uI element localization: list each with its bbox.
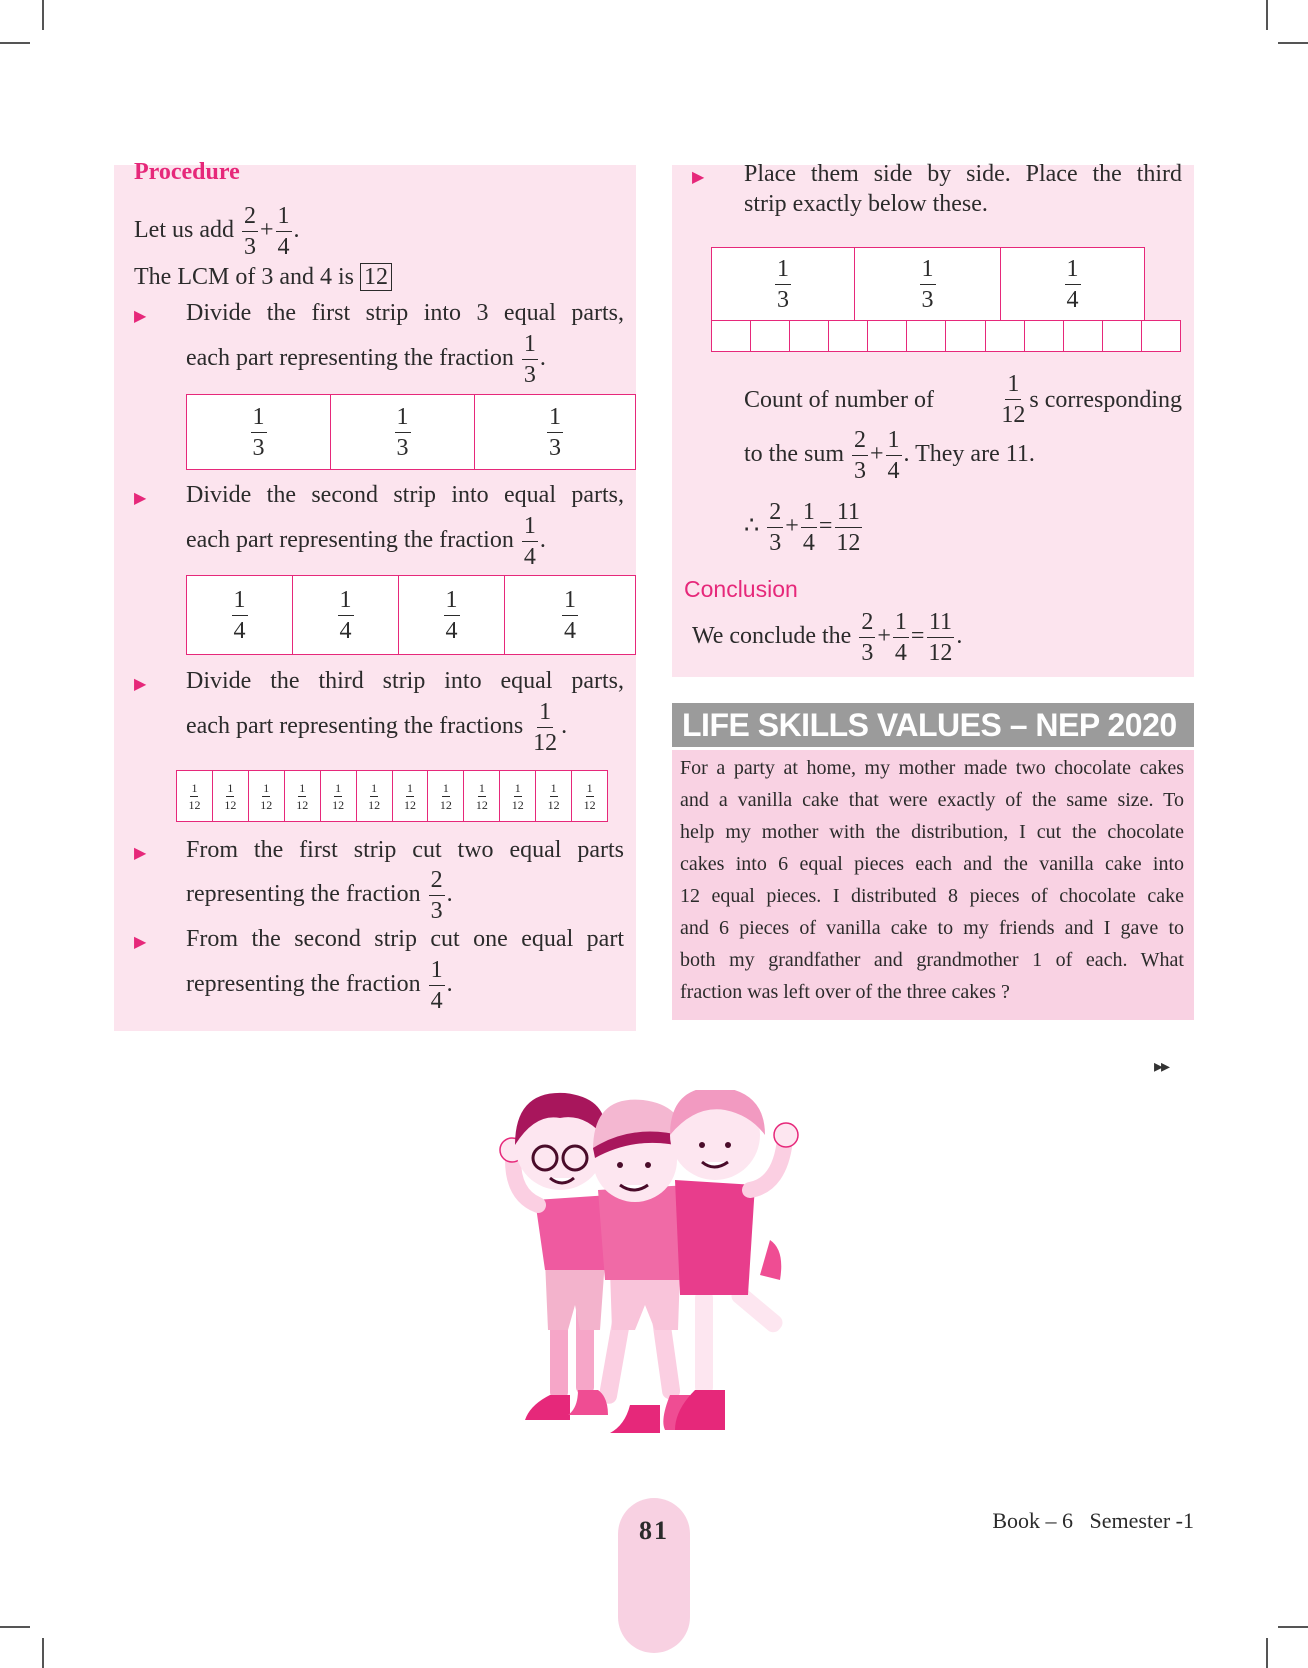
crop-mark <box>1278 1626 1308 1628</box>
shoe <box>568 1390 608 1415</box>
next-arrow-icon: ▸▸ <box>1154 1056 1169 1076</box>
step6-line2: strip exactly below these. <box>744 191 988 217</box>
bullet-icon: ▶ <box>134 934 147 951</box>
fraction: $\frac{1}{4}$ <box>445 586 458 644</box>
strip-cell <box>293 576 399 654</box>
step1-line1: Divide the first strip into 3 equal parts, <box>186 300 624 326</box>
life-skills-heading: LIFE SKILLS VALUES – NEP 2020 <box>672 703 1194 747</box>
bullet-icon: ▶ <box>134 490 147 507</box>
life-skills-line: and 6 pieces of vanilla cake to my friends and I gave to <box>680 917 1184 939</box>
shorts <box>545 1260 605 1330</box>
empty-strip-cell <box>1025 321 1064 351</box>
fraction: $\frac{1}{3}$ <box>396 403 409 461</box>
life-skills-line: both my grandfather and grandmother 1 of each. What <box>680 949 1184 971</box>
strip-cell <box>855 248 1001 320</box>
strip-cell <box>177 771 213 821</box>
therefore-equation: ∴ $\frac{2}{3}$ + $\frac{1}{4}$ = $\frac{11}{12}$ <box>744 499 861 556</box>
fraction: $\frac{1}{12}$ <box>403 780 416 812</box>
strip-cell <box>1001 248 1144 320</box>
strip-cell <box>321 771 357 821</box>
life-skills-line: help my mother with the distribution, I cut the chocolate <box>680 821 1184 843</box>
combined-strip <box>711 247 1145 321</box>
crop-mark <box>1266 0 1268 30</box>
life-skills-line: and a vanilla cake that were exactly of the same size. To <box>680 789 1184 811</box>
life-skills-body <box>672 750 1194 1020</box>
conclusion-heading: Conclusion <box>684 576 798 602</box>
empty-strip-cell <box>790 321 829 351</box>
empty-strip-cell <box>1103 321 1142 351</box>
strip-cell <box>500 771 536 821</box>
life-skills-line: cakes into 6 equal pieces each and the vanilla cake into <box>680 853 1184 875</box>
eye <box>617 1162 623 1168</box>
fraction: $\frac{1}{12}$ <box>475 780 488 812</box>
shirt <box>675 1180 755 1295</box>
strip-cell <box>213 771 249 821</box>
strip-twelfths <box>176 770 608 822</box>
crop-mark <box>42 1638 44 1668</box>
empty-strip-cell <box>751 321 790 351</box>
fraction: $\frac{1}{12}$ <box>332 780 345 812</box>
step6-line1: Place them side by side. Place the third <box>744 161 1182 187</box>
life-skills-line: fraction was left over of the three cakes ? <box>680 981 1010 1003</box>
shoe <box>610 1405 660 1433</box>
step4-line1: From the first strip cut two equal parts <box>186 837 624 863</box>
strip-thirds <box>186 394 636 470</box>
fraction: $\frac{1}{4}$ <box>339 586 352 644</box>
lcm-value: 12 <box>360 263 392 291</box>
step4-line2: representing the fraction $\frac{2}{3}$ . <box>186 867 453 924</box>
conclusion-line: We conclude the $\frac{2}{3}$ + $\frac{1}{4}$ = $\frac{11}{12}$ . <box>692 609 963 666</box>
strip-cell <box>187 395 331 469</box>
strip-cell <box>712 248 855 320</box>
strip-quarters <box>186 575 636 655</box>
crop-mark <box>1266 1638 1268 1668</box>
shoe <box>525 1395 570 1420</box>
empty-strip-cell <box>1064 321 1103 351</box>
fist <box>774 1123 798 1147</box>
crop-mark <box>1278 42 1308 44</box>
fraction: $\frac{1}{3}$ <box>252 403 265 461</box>
strip-cell <box>505 576 635 654</box>
fraction: $\frac{1}{12}$ <box>188 780 201 812</box>
crop-mark <box>42 0 44 30</box>
crop-mark <box>0 1626 30 1628</box>
strip-cell <box>285 771 321 821</box>
eye <box>699 1142 705 1148</box>
eye <box>725 1142 731 1148</box>
empty-strip-cell <box>946 321 985 351</box>
step1-line2: each part representing the fraction $\frac{1}{3}$ . <box>186 331 546 388</box>
fraction: $\frac{1}{3}$ <box>921 255 934 313</box>
fraction: $\frac{1}{12}$ <box>439 780 452 812</box>
book-info: Book – 6 Semester -1 <box>992 1508 1194 1533</box>
strip-cell <box>428 771 464 821</box>
fraction: $\frac{1}{4}$ <box>1066 255 1079 313</box>
empty-strip-cell <box>907 321 946 351</box>
eye <box>645 1162 651 1168</box>
strip-cell <box>357 771 393 821</box>
strip-cell <box>475 395 635 469</box>
step2-line1: Divide the second strip into equal parts, <box>186 482 624 508</box>
step2-line2: each part representing the fraction $\frac{1}{4}$ . <box>186 513 546 570</box>
fraction: $\frac{1}{12}$ <box>511 780 524 812</box>
fraction: $\frac{1}{4}$ <box>564 586 576 644</box>
fraction: $\frac{1}{12}$ <box>368 780 381 812</box>
fraction: $\frac{1}{12}$ <box>547 780 560 812</box>
fraction: $\frac{1}{12}$ <box>260 780 273 812</box>
life-skills-line: For a party at home, my mother made two chocolate cakes <box>680 757 1184 779</box>
procedure-heading: Procedure <box>134 159 240 185</box>
intro-line: Let us add $\frac{2}{3}$ + $\frac{1}{4}$ . <box>134 203 300 260</box>
strip-cell <box>331 395 475 469</box>
life-skills-line: 12 equal pieces. I distributed 8 pieces of chocolate cake <box>680 885 1184 907</box>
fraction: $\frac{1}{12}$ <box>296 780 309 812</box>
step3-line1: Divide the third strip into equal parts, <box>186 668 624 694</box>
empty-strip-cell <box>868 321 907 351</box>
bullet-icon: ▶ <box>692 169 705 186</box>
lcm-line: The LCM of 3 and 4 is 12 <box>134 262 392 292</box>
count-line: Count of number of $\frac{1}{12}$ s corresponding <box>744 371 1182 428</box>
strip-cell <box>399 576 505 654</box>
strip-cell <box>572 771 607 821</box>
sum-line: to the sum $\frac{2}{3}$ + $\frac{1}{4}$ . They are 11. <box>744 427 1035 484</box>
strip-cell <box>393 771 429 821</box>
friends-illustration <box>490 1090 850 1450</box>
empty-strip-cell <box>986 321 1025 351</box>
strip-cell <box>536 771 572 821</box>
bullet-icon: ▶ <box>134 845 147 862</box>
empty-strip-cell <box>829 321 868 351</box>
strip-cell <box>249 771 285 821</box>
bullet-icon: ▶ <box>134 676 147 693</box>
shoe <box>760 1240 781 1280</box>
fraction: $\frac{1}{4}$ <box>233 586 246 644</box>
step3-line2: each part representing the fractions $\frac{1}{12}$ . <box>186 699 568 756</box>
fraction: $\frac{1}{3}$ <box>549 403 561 461</box>
crop-mark <box>0 42 30 44</box>
combined-twelfths-strip <box>711 320 1181 352</box>
smile <box>550 1178 574 1183</box>
step5-line2: representing the fraction $\frac{1}{4}$ . <box>186 957 453 1014</box>
step5-line1: From the second strip cut one equal part <box>186 926 624 952</box>
page-number: 81 <box>618 1498 690 1653</box>
strip-cell <box>464 771 500 821</box>
strip-cell <box>187 576 293 654</box>
empty-strip-cell <box>1142 321 1180 351</box>
fraction: $\frac{1}{12}$ <box>224 780 237 812</box>
empty-strip-cell <box>712 321 751 351</box>
bullet-icon: ▶ <box>134 308 147 325</box>
fraction: $\frac{1}{12}$ <box>583 780 596 812</box>
fraction: $\frac{1}{3}$ <box>777 255 789 313</box>
